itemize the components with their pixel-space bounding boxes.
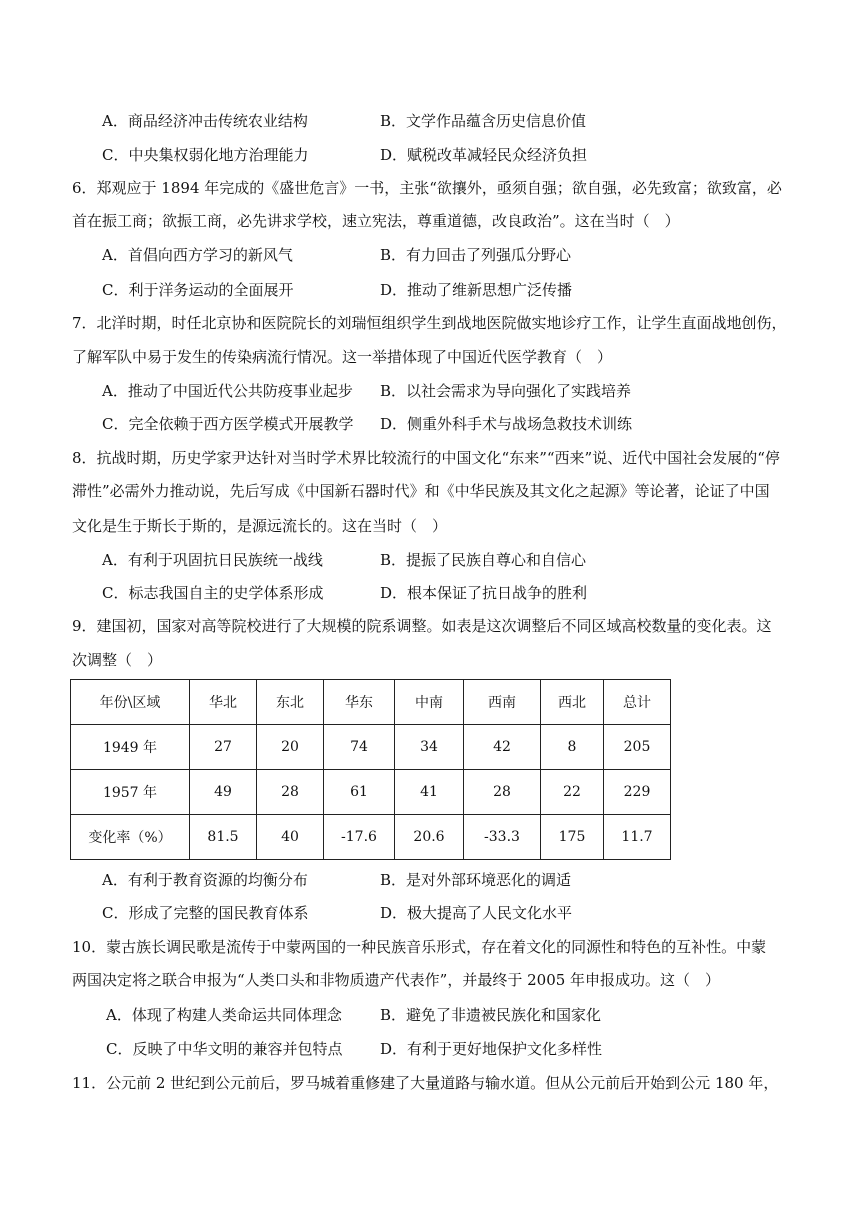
table-header-cell: 华东 [324, 680, 395, 725]
q10-option-d[interactable]: D．有利于更好地保护文化多样性 [380, 1040, 603, 1058]
q10-option-a[interactable]: A．体现了构建人类命运共同体理念 [106, 1006, 342, 1024]
q8-stem-line1: 8．抗战时期，历史学家尹达针对当时学术界比较流行的中国文化“东来”“西来”说、近代中国社会发展的“停 [72, 449, 780, 467]
q7-stem-line2: 了解军队中易于发生的传染病流行情况。这一举措体现了中国近代医学教育（ ） [72, 348, 613, 366]
table-cell: 49 [190, 770, 257, 815]
q9-option-c[interactable]: C．形成了完整的国民教育体系 [102, 904, 309, 922]
table-cell: 28 [464, 770, 541, 815]
table-cell: 74 [324, 725, 395, 770]
q10-option-b[interactable]: B．避免了非遗被民族化和国家化 [380, 1006, 602, 1024]
table-cell: 8 [541, 725, 604, 770]
q6-option-c[interactable]: C．利于洋务运动的全面展开 [102, 281, 294, 299]
table-cell: 42 [464, 725, 541, 770]
table-cell: 28 [257, 770, 324, 815]
table-cell: 变化率（%） [71, 815, 190, 860]
table-header-row [71, 680, 671, 725]
table-header-cell: 年份\区域 [71, 680, 190, 725]
q9-option-b[interactable]: B．是对外部环境恶化的调适 [380, 871, 572, 889]
table-header-cell: 华北 [190, 680, 257, 725]
table-header-cell: 西南 [464, 680, 541, 725]
q5-option-c[interactable]: C．中央集权弱化地方治理能力 [102, 146, 309, 164]
table-cell: 20.6 [395, 815, 464, 860]
q9-option-a[interactable]: A．有利于教育资源的均衡分布 [102, 871, 308, 889]
q11-stem-line1: 11．公元前 2 世纪到公元前后，罗马城着重修建了大量道路与输水道。但从公元前后开始到公元 180 年， [72, 1074, 779, 1092]
table-cell: -33.3 [464, 815, 541, 860]
q10-stem-line1: 10．蒙古族长调民歌是流传于中蒙两国的一种民族音乐形式，存在着文化的同源性和特色的互补性。中蒙 [72, 938, 767, 956]
q5-option-d[interactable]: D．赋税改革减轻民众经济负担 [380, 146, 588, 164]
table-cell: 41 [395, 770, 464, 815]
table-cell: 20 [257, 725, 324, 770]
q6-stem-line2: 首在振工商；欲振工商，必先讲求学校，速立宪法，尊重道德，改良政治”。这在当时（ ） [72, 212, 680, 230]
q9-option-d[interactable]: D．极大提高了人民文化水平 [380, 904, 573, 922]
q6-option-d[interactable]: D．推动了维新思想广泛传播 [380, 281, 573, 299]
q5-option-a[interactable]: A．商品经济冲击传统农业结构 [102, 112, 308, 130]
q7-option-c[interactable]: C．完全依赖于西方医学模式开展教学 [102, 415, 354, 433]
table-header-cell: 东北 [257, 680, 324, 725]
q9-stem-line2: 次调整（ ） [72, 651, 163, 669]
q8-option-c[interactable]: C．标志我国自主的史学体系形成 [102, 584, 324, 602]
q6-stem-line1: 6．郑观应于 1894 年完成的《盛世危言》一书，主张“欲攘外，亟须自强；欲自强，必先致富；欲致富，必 [72, 179, 782, 197]
q8-stem-line3: 文化是生于斯长于斯的，是源远流长的。这在当时（ ） [72, 517, 448, 535]
q9-data-table [70, 679, 671, 860]
table-cell: 61 [324, 770, 395, 815]
table-cell: 22 [541, 770, 604, 815]
table-cell: 1957 年 [71, 770, 190, 815]
table-cell: 1949 年 [71, 725, 190, 770]
q10-stem-line2: 两国决定将之联合申报为“人类口头和非物质遗产代表作”，并最终于 2005 年申报成功。这（ ） [72, 971, 721, 989]
table-cell: -17.6 [324, 815, 395, 860]
q8-option-a[interactable]: A．有利于巩固抗日民族统一战线 [102, 551, 323, 569]
table-cell: 27 [190, 725, 257, 770]
table-row [71, 770, 671, 815]
q7-stem-line1: 7．北洋时期，时任北京协和医院院长的刘瑞恒组织学生到战地医院做实地诊疗工作，让学生直面战地创伤， [72, 314, 787, 332]
q9-stem-line1: 9．建国初，国家对高等院校进行了大规模的院系调整。如表是这次调整后不同区域高校数量的变化表。这 [72, 617, 772, 635]
table-cell: 81.5 [190, 815, 257, 860]
table-cell: 175 [541, 815, 604, 860]
table-cell: 11.7 [604, 815, 671, 860]
table-row [71, 725, 671, 770]
q8-option-d[interactable]: D．根本保证了抗日战争的胜利 [380, 584, 588, 602]
q8-stem-line2: 滞性”必需外力推动说，先后写成《中国新石器时代》和《中华民族及其文化之起源》等论著，论证了中国 [72, 482, 770, 500]
q7-option-a[interactable]: A．推动了中国近代公共防疫事业起步 [102, 382, 353, 400]
q6-option-b[interactable]: B．有力回击了列强瓜分野心 [380, 246, 572, 264]
q6-option-a[interactable]: A．首倡向西方学习的新风气 [102, 246, 293, 264]
table-cell: 229 [604, 770, 671, 815]
q8-option-b[interactable]: B．提振了民族自尊心和自信心 [380, 551, 587, 569]
table-cell: 205 [604, 725, 671, 770]
q7-option-d[interactable]: D．侧重外科手术与战场急救技术训练 [380, 415, 633, 433]
table-cell: 40 [257, 815, 324, 860]
table-cell: 34 [395, 725, 464, 770]
table-header-cell: 西北 [541, 680, 604, 725]
table-header-cell: 中南 [395, 680, 464, 725]
table-row [71, 815, 671, 860]
q7-option-b[interactable]: B．以社会需求为导向强化了实践培养 [380, 382, 632, 400]
table-header-cell: 总计 [604, 680, 671, 725]
q10-option-c[interactable]: C．反映了中华文明的兼容并包特点 [106, 1040, 343, 1058]
q5-option-b[interactable]: B．文学作品蕴含历史信息价值 [380, 112, 587, 130]
